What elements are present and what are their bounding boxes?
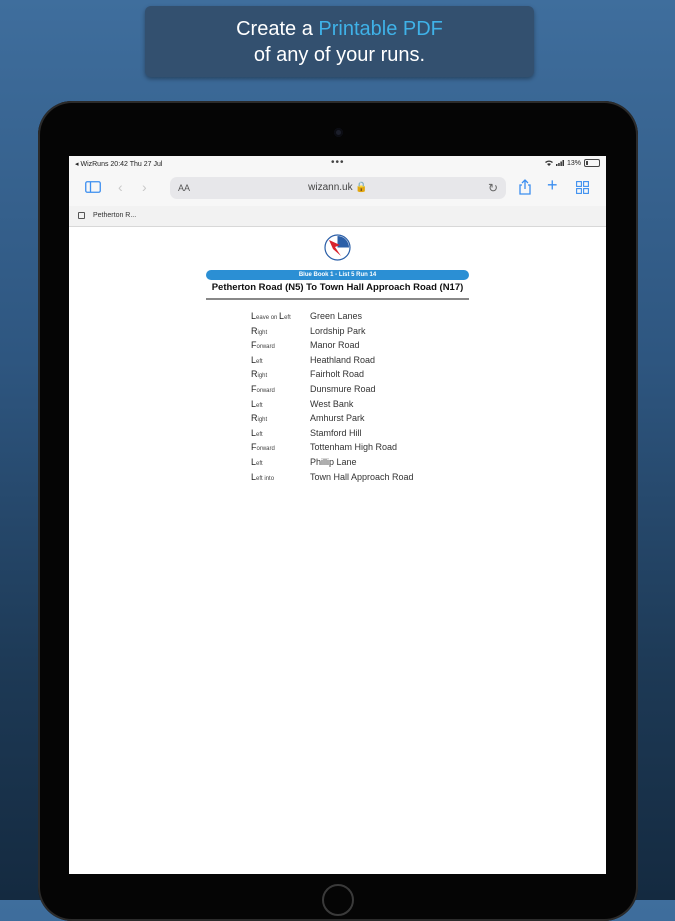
direction-initial: L (279, 311, 285, 321)
status-right (545, 159, 600, 167)
direction-initial: F (251, 340, 257, 351)
direction-word: eft (256, 431, 263, 438)
direction-row (251, 340, 511, 355)
promo-banner (145, 6, 534, 77)
direction-word: ight (257, 373, 268, 380)
back-icon[interactable]: ‹ (118, 179, 123, 195)
direction-word: eave on (256, 315, 280, 321)
tablet-screen (69, 156, 606, 874)
direction-word: eft (256, 402, 263, 409)
wizann-logo-icon (324, 234, 351, 261)
battery-icon (584, 159, 600, 167)
direction-road: Fairholt Road (310, 369, 365, 380)
direction-road: Phillip Lane (310, 456, 357, 467)
direction-instruction (251, 457, 263, 467)
banner-line-2: of any of your runs. (253, 44, 426, 66)
direction-row (251, 457, 511, 472)
direction-road: Lordship Park (310, 325, 366, 336)
direction-row (251, 428, 511, 443)
direction-road: Manor Road (310, 340, 360, 351)
direction-initial: L (251, 427, 257, 438)
direction-row (251, 472, 511, 487)
direction-instruction (251, 472, 274, 482)
reload-icon[interactable]: ↻ (487, 181, 498, 195)
direction-word: ight (257, 417, 268, 424)
direction-initial: R (251, 325, 258, 336)
direction-initial: L (251, 311, 257, 321)
tab-strip (69, 206, 606, 227)
direction-instruction (251, 355, 263, 365)
wifi-icon (545, 160, 553, 166)
direction-instruction (251, 369, 267, 379)
status-left: ◂ WizRuns 20:42 Thu 27 Jul (75, 161, 163, 168)
direction-word: eft (256, 358, 263, 365)
direction-road: Heathland Road (310, 354, 376, 365)
direction-instruction (251, 340, 275, 350)
direction-row (251, 326, 511, 341)
route-header-bar: Blue Book 1 - List 5 Run 14 (206, 270, 469, 280)
tab-title[interactable]: Petherton R... (93, 212, 137, 219)
tabs-overview-icon[interactable] (576, 181, 589, 194)
banner-prefix: Create a (236, 18, 319, 40)
direction-road: Town Hall Approach Road (310, 471, 414, 482)
share-icon[interactable] (519, 179, 531, 195)
new-tab-icon[interactable]: + (547, 175, 558, 195)
url-text[interactable]: wizann.uk 🔒 (308, 182, 368, 193)
direction-road: Amhurst Park (310, 413, 365, 424)
direction-instruction (251, 399, 263, 409)
direction-road: Stamford Hill (310, 427, 362, 438)
page-content (69, 227, 606, 874)
direction-instruction (251, 428, 263, 438)
direction-word: eft (256, 460, 263, 467)
address-bar[interactable] (170, 177, 506, 199)
multitask-dots-icon[interactable]: ••• (331, 157, 345, 168)
direction-road: West Bank (310, 398, 354, 409)
battery-percent: 13% (566, 159, 581, 167)
direction-road: Dunsmure Road (310, 383, 376, 394)
direction-word: orward (256, 344, 275, 351)
direction-instruction (251, 442, 275, 452)
direction-instruction (251, 311, 291, 321)
direction-initial: L (251, 456, 257, 467)
direction-row (251, 355, 511, 370)
direction-initial: F (251, 442, 257, 453)
direction-instruction (251, 326, 267, 336)
direction-road: Tottenham High Road (310, 442, 398, 453)
direction-initial: R (251, 413, 258, 424)
reader-aa-button[interactable]: AA (178, 183, 191, 193)
forward-icon[interactable]: › (142, 179, 147, 195)
direction-row (251, 369, 511, 384)
direction-row (251, 399, 511, 414)
direction-instruction (251, 413, 267, 423)
divider (206, 298, 469, 300)
home-button[interactable] (322, 884, 354, 916)
signal-icon (556, 160, 564, 166)
status-bar (69, 156, 606, 172)
direction-word: orward (256, 446, 275, 453)
banner-line-1 (145, 16, 534, 42)
browser-toolbar (69, 172, 606, 206)
sidebar-icon[interactable] (85, 181, 101, 193)
direction-word: ight (257, 329, 268, 336)
directions-list (251, 311, 511, 486)
direction-instruction (251, 384, 275, 394)
direction-row (251, 384, 511, 399)
direction-row (251, 442, 511, 457)
tab-favicon-icon (78, 212, 85, 219)
direction-word: orward (256, 387, 275, 394)
direction-initial: L (251, 398, 257, 409)
direction-initial: F (251, 383, 257, 394)
camera-icon (334, 128, 343, 137)
direction-initial: L (251, 354, 257, 365)
direction-word: eft into (256, 475, 275, 482)
direction-road: Green Lanes (310, 311, 363, 321)
direction-initial: L (251, 471, 257, 482)
direction-row (251, 311, 511, 326)
direction-word: eft (284, 315, 291, 321)
route-title: Petherton Road (N5) To Town Hall Approach Road (N17) (211, 282, 464, 293)
direction-initial: R (251, 369, 258, 380)
direction-row (251, 413, 511, 428)
banner-highlight: Printable PDF (318, 18, 443, 40)
